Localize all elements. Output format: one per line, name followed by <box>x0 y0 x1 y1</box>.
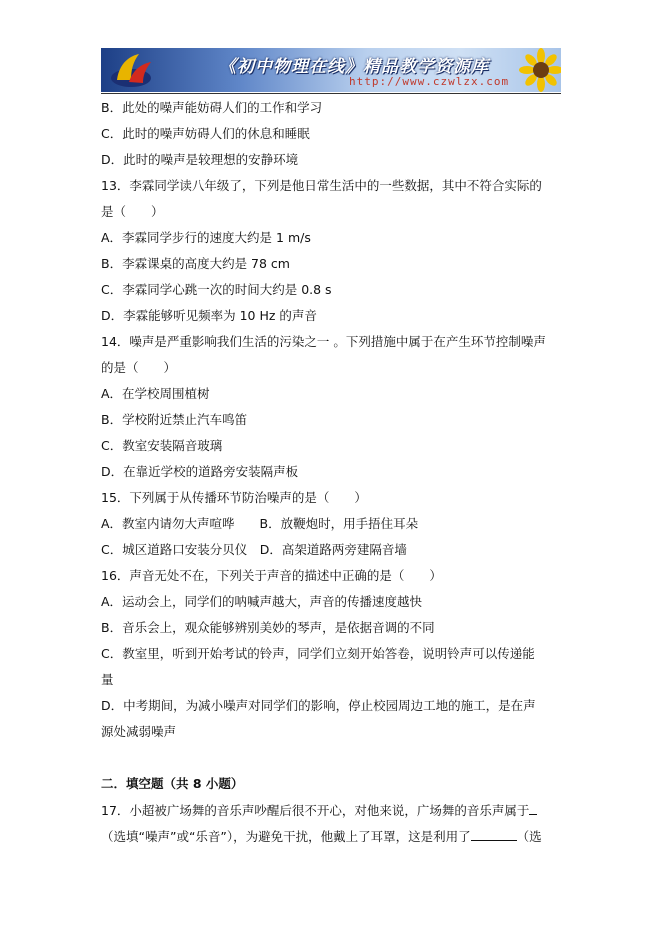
question-14: 14．噪声是严重影响我们生活的污染之一 。下列措施中属于在产生环节控制噪声 <box>101 334 546 349</box>
option-line: C．教室里，听到开始考试的铃声，同学们立刻开始答卷，说明铃声可以传递能 <box>101 646 535 661</box>
option-line: B．学校附近禁止汽车鸣笛 <box>101 412 248 427</box>
option-line: D．在靠近学校的道路旁安装隔声板 <box>101 464 299 479</box>
option-line: C．教室安装隔音玻璃 <box>101 438 223 453</box>
answer-blank[interactable] <box>471 828 517 841</box>
option-line: B．音乐会上，观众能够辨别美妙的琴声，是依据音调的不同 <box>101 620 435 635</box>
site-logo-icon <box>109 50 155 90</box>
text-line: 源处减弱噪声 <box>101 724 177 739</box>
question-17-cont <box>101 828 542 845</box>
question-17-text: （选填“噪声”或“乐音”），为避免干扰，他戴上了耳罩，这是利用了 <box>101 829 471 844</box>
text-line: D．此时的噪声是较理想的安静环境 <box>101 152 299 167</box>
text-line: 量 <box>101 672 114 687</box>
option-line: D．中考期间，为减小噪声对同学们的影响，停止校园周边工地的施工，是在声 <box>101 698 536 713</box>
text-line: C．此时的噪声妨碍人们的休息和睡眠 <box>101 126 310 141</box>
sunflower-icon <box>501 48 561 92</box>
answer-blank[interactable] <box>529 802 537 815</box>
question-15: 15．下列属于从传播环节防治噪声的是（ ） <box>101 490 367 505</box>
section-title: 二．填空题（共 8 小题） <box>101 776 244 791</box>
option-line: B．李霖课桌的高度大约是 78 cm <box>101 256 290 271</box>
option-line: D．李霖能够听见频率为 10 Hz 的声音 <box>101 308 317 323</box>
option-line: C．李霖同学心跳一次的时间大约是 0.8 s <box>101 282 332 297</box>
option-line: A．运动会上，同学们的呐喊声越大，声音的传播速度越快 <box>101 594 423 609</box>
text-line: 的是（ ） <box>101 360 177 375</box>
question-17-text: 17．小超被广场舞的音乐声吵醒后很不开心，对他来说，广场舞的音乐声属于 <box>101 803 530 818</box>
header-rule <box>101 93 561 94</box>
banner-title: 《初中物理在线》精品教学资源库 <box>219 57 489 77</box>
option-line: A．教室内请勿大声喧哗 B．放鞭炮时，用手捂住耳朵 <box>101 516 419 531</box>
text-line: B．此处的噪声能妨碍人们的工作和学习 <box>101 100 323 115</box>
option-line: A．在学校周围植树 <box>101 386 210 401</box>
question-16: 16．声音无处不在，下列关于声音的描述中正确的是（ ） <box>101 568 442 583</box>
question-17 <box>101 802 537 819</box>
header-banner <box>101 48 561 92</box>
option-line: C．城区道路口安装分贝仪 D．高架道路两旁建隔音墙 <box>101 542 407 557</box>
question-13: 13．李霖同学读八年级了，下列是他日常生活中的一些数据，其中不符合实际的 <box>101 178 542 193</box>
banner-url[interactable]: http://www.czwlzx.com <box>349 75 510 88</box>
text-line: 是（ ） <box>101 204 164 219</box>
option-line: A．李霖同学步行的速度大约是 1 m/s <box>101 230 311 245</box>
question-17-text: （选 <box>516 829 542 844</box>
